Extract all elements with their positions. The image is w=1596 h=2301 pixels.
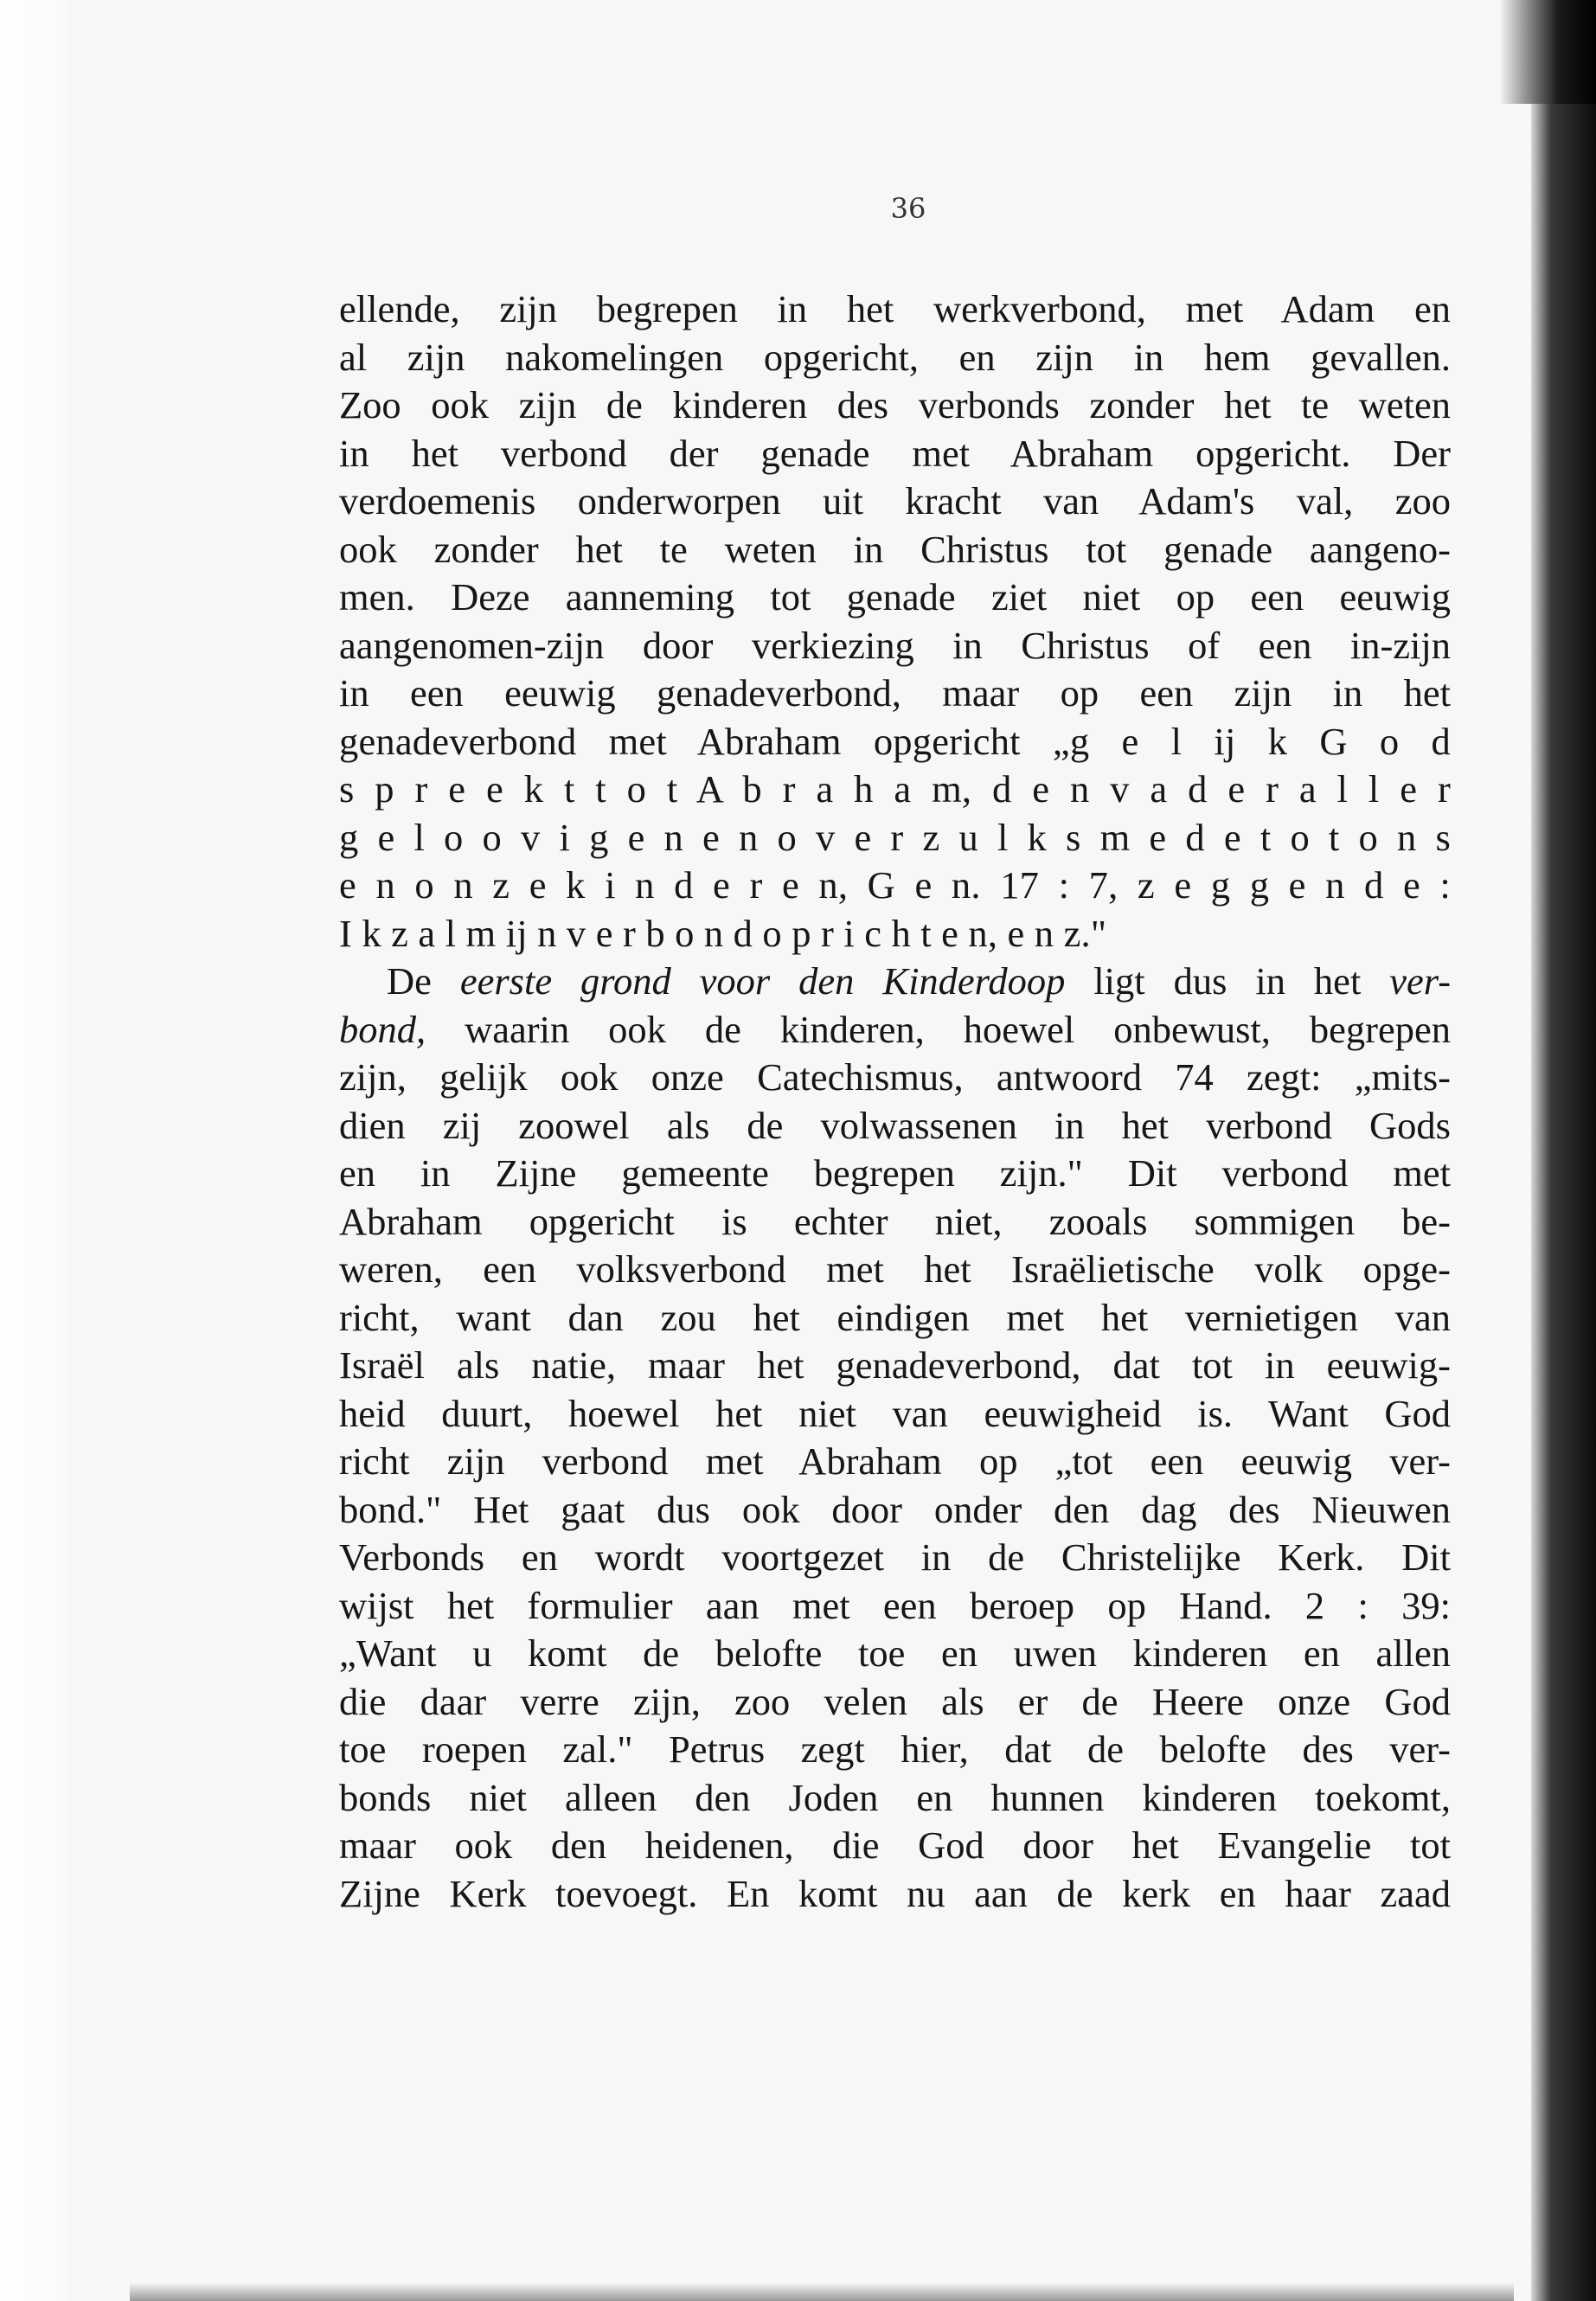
text-line: Abraham opgericht is echter niet, zooals sommigen be- bbox=[339, 1199, 1451, 1243]
text-line: Verbonds en wordt voortgezet in de Christelijke Kerk. Dit bbox=[339, 1535, 1451, 1579]
text-line: in een eeuwig genadeverbond, maar op een zijn in het bbox=[339, 671, 1451, 715]
text-line: Israël als natie, maar het genadeverbond, dat tot in eeuwig- bbox=[339, 1343, 1451, 1387]
text-line-spaced: g e l o o v i g e n e n o v e r z u l k s m e d e t o t o n s bbox=[339, 815, 1451, 859]
text-line: in het verbond der genade met Abraham opgericht. Der bbox=[339, 431, 1451, 475]
text-line-spaced: e n o n z e k i n d e r e n, G e n. 17 : 7, z e g g e n d e : bbox=[339, 863, 1451, 907]
text-line: ellende, zijn begrepen in het werkverbond, met Adam en bbox=[339, 287, 1451, 330]
text-line: aangenomen-zijn door verkiezing in Christus of een in-zijn bbox=[339, 623, 1451, 667]
paragraph-first-line bbox=[339, 958, 1451, 1006]
italic-run: eerste grond voor den Kinderdoop bbox=[459, 959, 1066, 1003]
text-line: Zijne Kerk toevoegt. En komt nu aan de kerk en haar zaad bbox=[339, 1871, 1451, 1915]
text-line: die daar verre zijn, zoo velen als er de Heere onze God bbox=[339, 1679, 1451, 1723]
text-line: dien zij zoowel als de volwassenen in het verbond Gods bbox=[339, 1103, 1451, 1147]
text-run: ligt dus in het bbox=[1065, 959, 1390, 1003]
body-text bbox=[339, 285, 1451, 1918]
text-line: bond." Het gaat dus ook door onder den dag des Nieuwen bbox=[339, 1487, 1451, 1531]
text-line: weren, een volksverbond met het Israëlietische volk opge- bbox=[339, 1247, 1451, 1291]
text-run: waarin ook de kinderen, hoewel onbewust, begrepen bbox=[426, 1007, 1451, 1051]
italic-run: ver- bbox=[1389, 959, 1452, 1003]
text-line-spaced: s p r e e k t t o t A b r a h a m, d e n v a d e r a l l e r bbox=[339, 767, 1451, 811]
text-run: De bbox=[387, 959, 460, 1003]
text-line: bonds niet alleen den Joden en hunnen kinderen toekomt, bbox=[339, 1775, 1451, 1819]
book-spine-shadow bbox=[1531, 0, 1596, 2301]
text-line: „Want u komt de belofte toe en uwen kinderen en allen bbox=[339, 1631, 1451, 1675]
page-bottom-edge bbox=[130, 2284, 1514, 2301]
text-line bbox=[339, 1006, 1451, 1054]
text-line: toe roepen zal." Petrus zegt hier, dat de belofte des ver- bbox=[339, 1727, 1451, 1771]
page-margin-left bbox=[0, 0, 69, 2301]
text-line: maar ook den heidenen, die God door het Evangelie tot bbox=[339, 1823, 1451, 1867]
text-line: Zoo ook zijn de kinderen des verbonds zonder het te weten bbox=[339, 383, 1451, 426]
text-line: men. Deze aanneming tot genade ziet niet op een eeuwig bbox=[339, 575, 1451, 619]
italic-run: bond, bbox=[339, 1007, 426, 1051]
text-line: en in Zijne gemeente begrepen zijn." Dit verbond met bbox=[339, 1151, 1451, 1195]
text-line: heid duurt, hoewel het niet van eeuwigheid is. Want God bbox=[339, 1391, 1451, 1435]
text-line: wijst het formulier aan met een beroep op Hand. 2 : 39: bbox=[339, 1583, 1451, 1627]
page-number: 36 bbox=[890, 192, 926, 225]
book-spine-top-shadow bbox=[1501, 0, 1596, 104]
text-line: zijn, gelijk ook onze Catechismus, antwoord 74 zegt: „mits- bbox=[339, 1055, 1451, 1099]
text-line-spaced: genadeverbond met Abraham opgericht „g e l ij k G o d bbox=[339, 719, 1451, 763]
text-line: ook zonder het te weten in Christus tot genade aangeno- bbox=[339, 527, 1451, 571]
text-line: verdoemenis onderworpen uit kracht van Adam's val, zoo bbox=[339, 479, 1451, 522]
text-line-spaced: I k z a l m ij n v e r b o n d o p r i c h t e n, e n z." bbox=[339, 911, 1107, 955]
text-line: richt, want dan zou het eindigen met het vernietigen van bbox=[339, 1295, 1451, 1339]
text-line: al zijn nakomelingen opgericht, en zijn in hem gevallen. bbox=[339, 335, 1451, 379]
text-line: richt zijn verbond met Abraham op „tot een eeuwig ver- bbox=[339, 1439, 1451, 1483]
